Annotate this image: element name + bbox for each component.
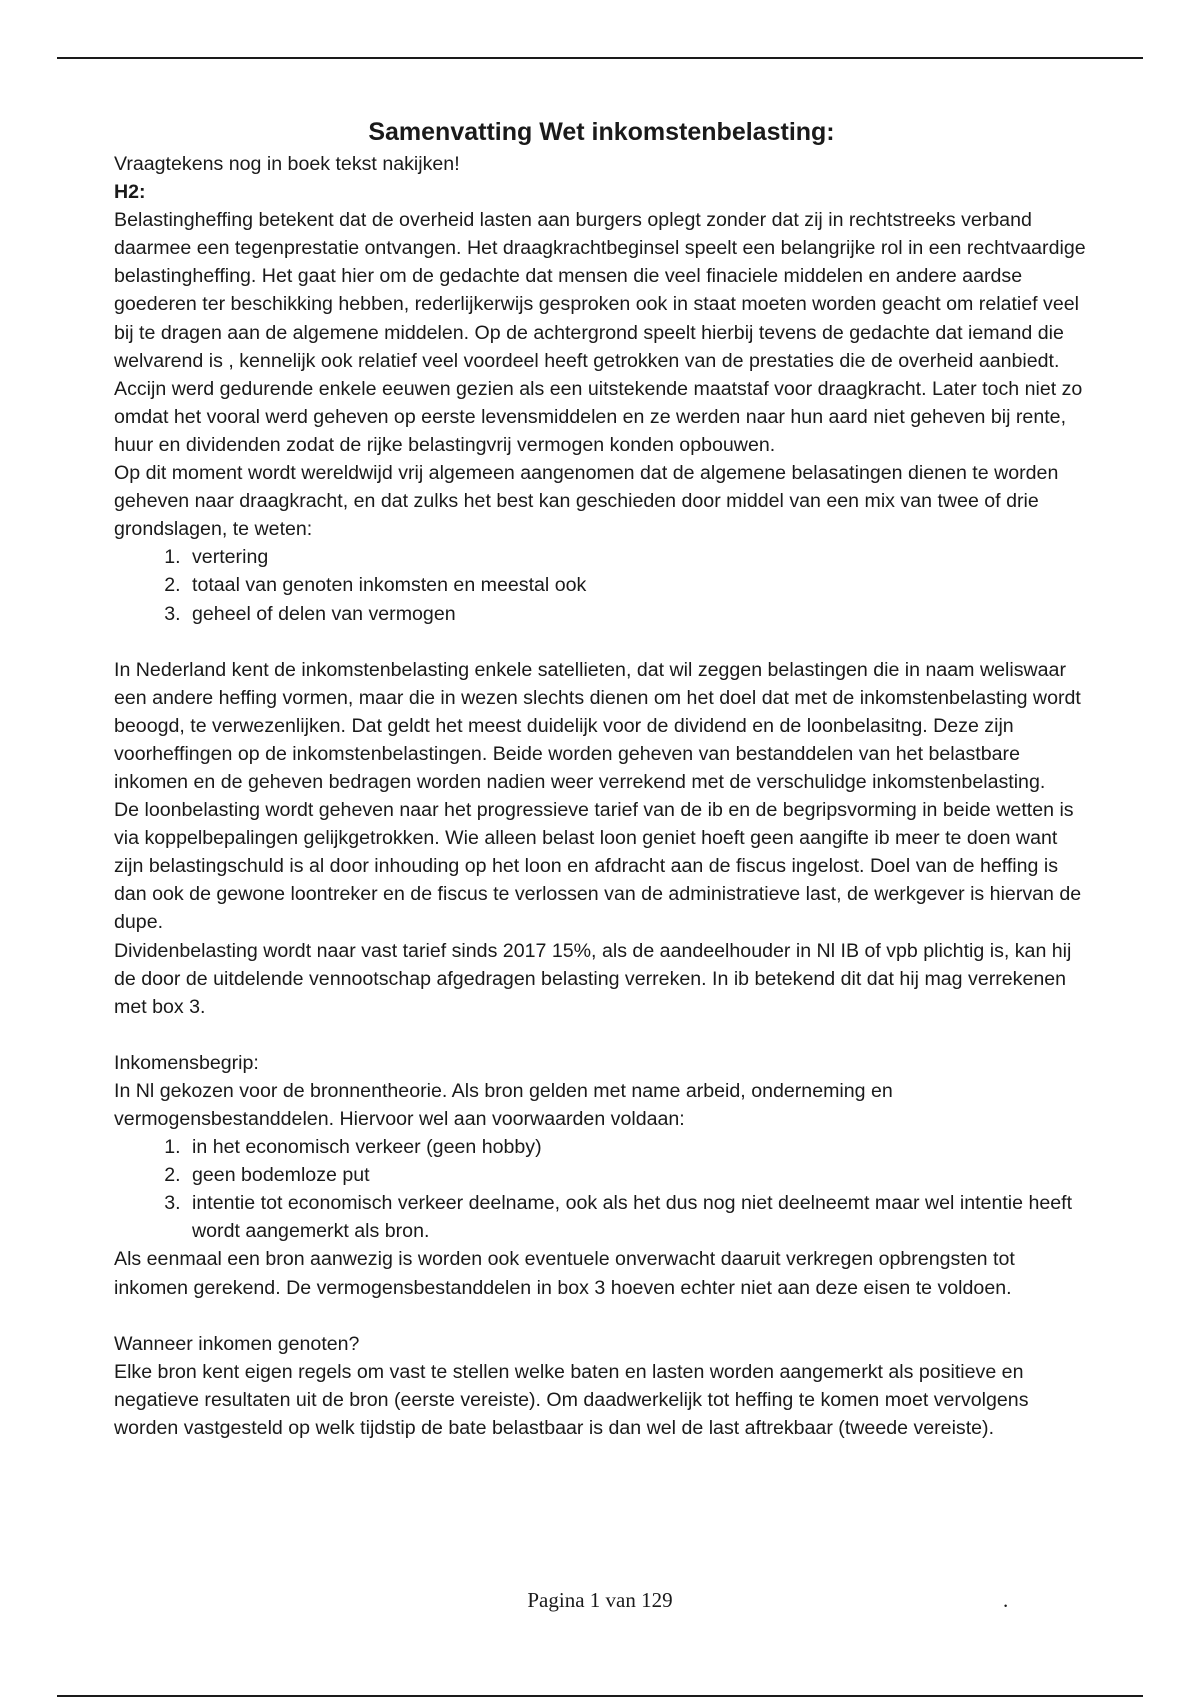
spacer	[114, 628, 1089, 656]
note-line: Vraagtekens nog in boek tekst nakijken!	[114, 153, 460, 175]
paragraph: In Nl gekozen voor de bronnentheorie. Als bron gelden met name arbeid, onderneming en vermogensbestanddelen. Hiervoor wel aan voorwaarden voldaan:	[114, 1079, 893, 1130]
genoten-heading: Wanneer inkomen genoten?	[114, 1332, 360, 1355]
document-body	[114, 116, 1089, 1442]
voorwaarden-list	[114, 1133, 1089, 1245]
section-heading-h2: H2:	[114, 181, 146, 204]
inkomensbegrip-heading: Inkomensbegrip:	[114, 1051, 259, 1074]
paragraph: Dividenbelasting wordt naar vast tarief sinds 2017 15%, als de aandeelhouder in Nl IB of vpb plichtig is, kan hij de door de uitdelende vennootschap afgedragen belasting verreken. In ib betekend dit dat hij mag verrekenen met box 3.	[114, 939, 1072, 1018]
spacer	[114, 1302, 1089, 1330]
paragraph: In Nederland kent de inkomstenbelasting enkele satellieten, dat wil zeggen belastingen die in naam weliswaar een andere heffing vormen, maar die in wezen slechts dienen om het doel dat met de inkomstenbelasting wordt beoogd, te verwezenlijken. Dat geldt het meest duidelijk voor de dividend en de loonbelasitng. Deze zijn voorheffingen op de inkomstenbelastingen. Beide worden geheven van bestanddelen van het belastbare inkomen en de geheven bedragen worden nadien weer verrekend met de verschulidge inkomstenbelasting.	[114, 658, 1081, 793]
list-item: 3. intentie tot economisch verkeer deelname, ook als het dus nog niet deelneemt maar wel intentie heeft wordt aangemerkt als bron.	[186, 1189, 1089, 1245]
paragraph: De loonbelasting wordt geheven naar het progressieve tarief van de ib en de begripsvorming in beide wetten is via koppelbepalingen gelijkgetrokken. Wie alleen belast loon geniet hoeft geen aangifte ib meer te doen want zijn belastingschuld is al door inhouding op het loon en afdracht aan de fiscus ingelost. Doel van de heffing is dan ook de gewone loontreker en de fiscus te verlossen van de administratieve last, de werkgever is hiervan de dupe.	[114, 799, 1082, 934]
list-item: 1. in het economisch verkeer (geen hobby)	[186, 1133, 1089, 1161]
paragraph: Elke bron kent eigen regels om vast te stellen welke baten en lasten worden aangemerkt als positieve en negatieve resultaten uit de bron (eerste vereiste). Om daadwerkelijk tot heffing te komen moet vervolgens worden vastgesteld op welk tijdstip de bate belastbaar is dan wel de last aftrekbaar (tweede vereiste).	[114, 1360, 1029, 1439]
paragraph: Belastingheffing betekent dat de overheid lasten aan burgers oplegt zonder dat zij in rechtstreeks verband daarmee een tegenprestatie ontvangen. Het draagkrachtbeginsel speelt een belangrijke rol in een rechtvaardige belastingheffing. Het gaat hier om de gedachte dat mensen die veel finaciele middelen en andere aardse goederen ter beschikking hebben, rederlijkerwijs gesproken ook in staat moeten worden geacht om relatief veel bij te dragen aan de algemene middelen. Op de achtergrond speelt hierbij tevens de gedachte dat iemand die welvarend is , kennelijk ook relatief veel voordeel heeft getrokken van de prestaties die de overheid aanbiedt.	[114, 209, 1086, 372]
paragraph: Als eenmaal een bron aanwezig is worden ook eventuele onverwacht daaruit verkregen opbrengsten tot inkomen gerekend. De vermogensbestanddelen in box 3 hoeven echter niet aan deze eisen te voldoen.	[114, 1248, 1015, 1299]
grondslagen-list	[114, 543, 1089, 627]
list-item: 3. geheel of delen van vermogen	[186, 600, 1089, 628]
bottom-rule	[57, 1695, 1143, 1697]
footer-dot: .	[1003, 1588, 1009, 1612]
top-rule	[57, 57, 1143, 59]
page-number: Pagina 1 van 129	[527, 1588, 673, 1612]
list-item: 2. geen bodemloze put	[186, 1161, 1089, 1189]
document-title: Samenvatting Wet inkomstenbelasting:	[368, 118, 835, 146]
paragraph: Accijn werd gedurende enkele eeuwen gezien als een uitstekende maatstaf voor draagkracht. Later toch niet zo omdat het vooral werd geheven op eerste levensmiddelen en ze werden naar hun aard niet geheven bij rente, huur en dividenden zodat de rijke belastingvrij vermogen konden opbouwen.	[114, 377, 1083, 456]
list-item: 1. vertering	[186, 543, 1089, 571]
list-item: 2. totaal van genoten inkomsten en meestal ook	[186, 571, 1089, 599]
paragraph: Op dit moment wordt wereldwijd vrij algemeen aangenomen dat de algemene belasatingen dienen te worden geheven naar draagkracht, en dat zulks het best kan geschieden door middel van een mix van twee of drie grondslagen, te weten:	[114, 462, 1059, 541]
spacer	[114, 1021, 1089, 1049]
